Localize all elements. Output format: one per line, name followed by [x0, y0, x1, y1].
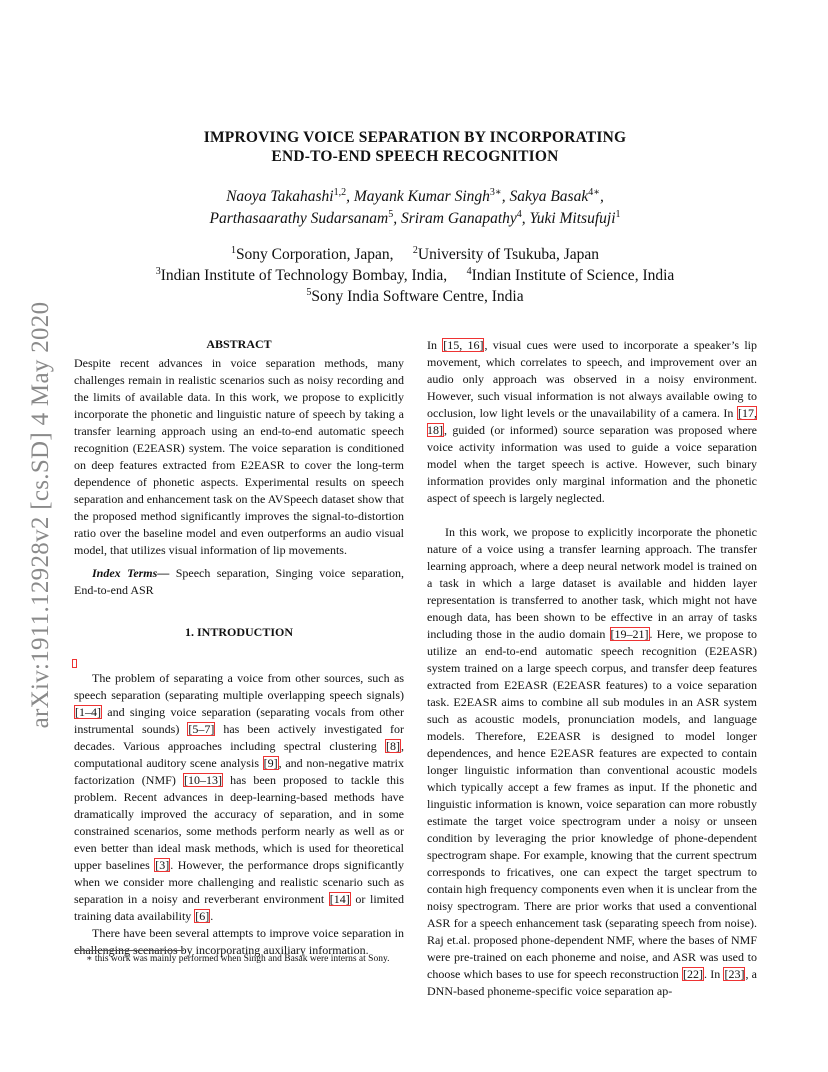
affiliation-mark: 2 — [412, 244, 418, 256]
author-name: Yuki Mitsufuji — [529, 210, 616, 227]
text-run: or limited training data availability — [74, 892, 404, 923]
citation-link[interactable]: [10–13] — [183, 773, 222, 787]
citation-link[interactable]: [5–7] — [188, 722, 215, 736]
affiliation: University of Tsukuba, Japan — [417, 246, 600, 263]
right-paragraph-1 — [427, 337, 757, 507]
citation-link[interactable]: [3] — [155, 858, 170, 872]
author-line-1: Naoya Takahashi$^{1,2}$, Mayank Kumar Singh$^{3∗}$, Sakya Basak$^{4∗}$, — [226, 186, 604, 205]
annotation-marker — [72, 659, 77, 668]
arxiv-identifier: arXiv:1911.12928v2 [cs.SD] 4 May 2020 — [27, 301, 54, 729]
intro-paragraph-2: There have been several attempts to improve voice separation in challenging scenarios by incorporating auxiliary information. — [74, 926, 404, 957]
text-run: . — [210, 909, 214, 923]
affiliation: Sony Corporation, Japan, — [235, 246, 394, 263]
affiliation-mark: 5 — [306, 286, 312, 298]
footnote: ∗ this work was mainly performed when Singh and Basak were interns at Sony. — [86, 954, 390, 964]
author-affiliation-mark: 3∗ — [489, 186, 502, 198]
index-terms-text: Speech separation, Singing voice separation, End-to-end ASR — [74, 566, 404, 597]
text-run: . In — [704, 967, 724, 981]
intro-paragraph-1 — [74, 670, 404, 925]
text-run: In — [427, 338, 443, 352]
text-run: , computational auditory scene analysis — [74, 739, 404, 770]
text-run: In this work, we propose to explicitly incorporate the phonetic nature of a voice using a transfer learning approach. The transfer learning approach, where a deep neural network model is trained on a task in which a large dataset is available and hidden layer representation is transferred to another task, which might not have enough data, has been shown to be effective in an array of tasks including those in the audio domain — [427, 525, 757, 641]
text-run: , and non-negative matrix factorization (NMF) — [74, 756, 405, 787]
affiliation-list — [90, 244, 740, 307]
citation-link[interactable]: [23] — [724, 967, 745, 981]
text-run: , a DNN-based phoneme-specific voice separation ap- — [427, 967, 757, 998]
index-terms — [74, 565, 404, 599]
citation-link[interactable]: [6] — [195, 909, 210, 923]
affiliation-line-1 — [90, 244, 740, 265]
abstract-section — [74, 355, 404, 599]
citation-link[interactable]: [15, 16] — [443, 338, 484, 352]
author-name: Mayank Kumar Singh — [353, 188, 490, 205]
citation-link[interactable]: [8] — [386, 739, 400, 753]
abstract-heading: ABSTRACT — [206, 337, 272, 351]
author-affiliation-mark: 5 — [388, 208, 394, 220]
citation-link[interactable]: [22] — [683, 967, 704, 981]
text-run: The problem of separating a voice from other sources, such as speech separation (separating multiple overlapping speech signals) — [74, 671, 404, 702]
affiliation-line-2 — [90, 265, 740, 286]
text-run: , guided (or informed) source separation was proposed where voice activity information was used to guide a voice separation model when the target speech is active. However, such binary information provides only marginal information and the phonetic aspect of speech is largely neglected. — [427, 423, 757, 505]
citation-link[interactable]: [14] — [329, 892, 350, 906]
affiliation: Indian Institute of Science, India — [471, 267, 675, 284]
text-run: . However, the performance drops significantly when we consider more challenging and realistic scenario such as separation in a noisy and reverberant environment — [74, 858, 404, 906]
author-name: Sriram Ganapathy — [400, 210, 517, 227]
paper-title — [100, 128, 730, 166]
author-affiliation-mark: 4∗ — [588, 186, 601, 198]
introduction-section — [74, 670, 404, 959]
citation-link[interactable]: [19–21] — [610, 627, 649, 641]
author-name: Sakya Basak — [509, 188, 589, 205]
author-name: Naoya Takahashi — [226, 188, 334, 205]
arxiv-sidebar-stamp — [16, 280, 66, 750]
author-affiliation-mark: 4 — [516, 208, 522, 220]
right-paragraph-2 — [427, 524, 757, 1000]
citation-link[interactable]: [17, 18] — [427, 406, 757, 437]
affiliation: Sony India Software Centre, India — [311, 288, 524, 305]
author-name: Parthasaarathy Sudarsanam — [209, 210, 389, 227]
author-list — [90, 186, 740, 230]
title-line-1: IMPROVING VOICE SEPARATION BY INCORPORATING — [203, 129, 627, 146]
affiliation-line-3 — [90, 286, 740, 307]
introduction-heading: 1. INTRODUCTION — [184, 625, 293, 639]
author-affiliation-mark: 1,2 — [333, 186, 347, 198]
affiliation-mark: 4 — [466, 265, 472, 277]
text-run: , visual cues were used to incorporate a speaker’s lip movement, which correlates to speech, and improvement over an audio only approach was observed in a noisy environment. However, such visual information is not always available owing to occlusion, low light levels or the unavailability of a camera. In — [427, 338, 758, 420]
text-run: has been actively investigated for decades. Various approaches including spectral clustering — [74, 722, 404, 753]
author-line-2: Parthasaarathy Sudarsanam$^5$, Sriram Ganapathy$^4$, Yuki Mitsufuji$^1$ — [209, 208, 621, 227]
citation-link[interactable]: [1–4] — [75, 705, 101, 719]
citation-link[interactable]: [9] — [263, 756, 278, 770]
author-affiliation-mark: 1 — [615, 208, 621, 220]
abstract-body: Despite recent advances in voice separation methods, many challenges remain in realistic scenarios such as noisy recording and the limits of available data. In this work, we propose to explicitly incorporate the phonetic and linguistic nature of speech by taking a transfer learning approach using an end-to-end automatic speech recognition (E2EASR) system. The voice separation is conditioned on deep features extracted from E2EASR to cover the long-term dependence of phonetic aspects. Experimental results on speech separation and enhancement task on the AVSpeech dataset show that the proposed method significantly improves the signal-to-distortion ratio over the baseline model and even outperforms an audio visual model, that utilizes visual information of lip movements. — [74, 356, 404, 557]
text-run: has been proposed to tackle this problem. Recent advances in deep-learning-based methods have dramatically improved the accuracy of separation, and in some constrained scenarios, some methods perform nearly as well as or even better than ideal mask methods, which is used for theoretical upper baselines — [74, 773, 404, 872]
right-column — [427, 337, 757, 1000]
footnote-rule — [74, 950, 184, 951]
title-line-2: END-TO-END SPEECH RECOGNITION — [271, 148, 559, 165]
index-terms-label: Index Terms— — [92, 566, 170, 580]
affiliation-mark: 3 — [155, 265, 161, 277]
text-run: . Here, we propose to utilize an end-to-end automatic speech recognition (E2EASR) system trained on a large speech corpus, and transfer deep features extracted from E2EASR (E2EASR features) to a voice separation task. E2EASR aims to combine all sub modules in an ASR system such as acoustic models, pronunciation models, and language models. Therefore, E2EASR is designed to model longer dependences, and hence E2EASR features are expected to contain longer linguistic information than conventional acoustic models which typically accept a few frames as input. If the phonetic and linguistic information is known, voice separation can more robustly estimate the target voice spectrogram under a noisy or unseen condition by leveraging the prior knowledge of phone-dependent spectrogram shape. For example, knowing that the current spectrum corresponds to fricatives, one can expect the target spectrum to contain high frequency components even when it is unclear from the noisy spectrogram. There are prior works that used a conventional ASR for a speech enhancement task (separating speech from noise). Raj et.al. proposed phone-dependent NMF, where the bases of NMF were pre-trained on each phoneme and noise, and ASR was used to choose which bases to use for speech reconstruction — [427, 627, 757, 981]
affiliation-mark: 1 — [230, 244, 236, 256]
affiliation: Indian Institute of Technology Bombay, India, — [160, 267, 448, 284]
text-run: and singing voice separation (separating vocals from other instrumental sounds) — [74, 705, 404, 736]
